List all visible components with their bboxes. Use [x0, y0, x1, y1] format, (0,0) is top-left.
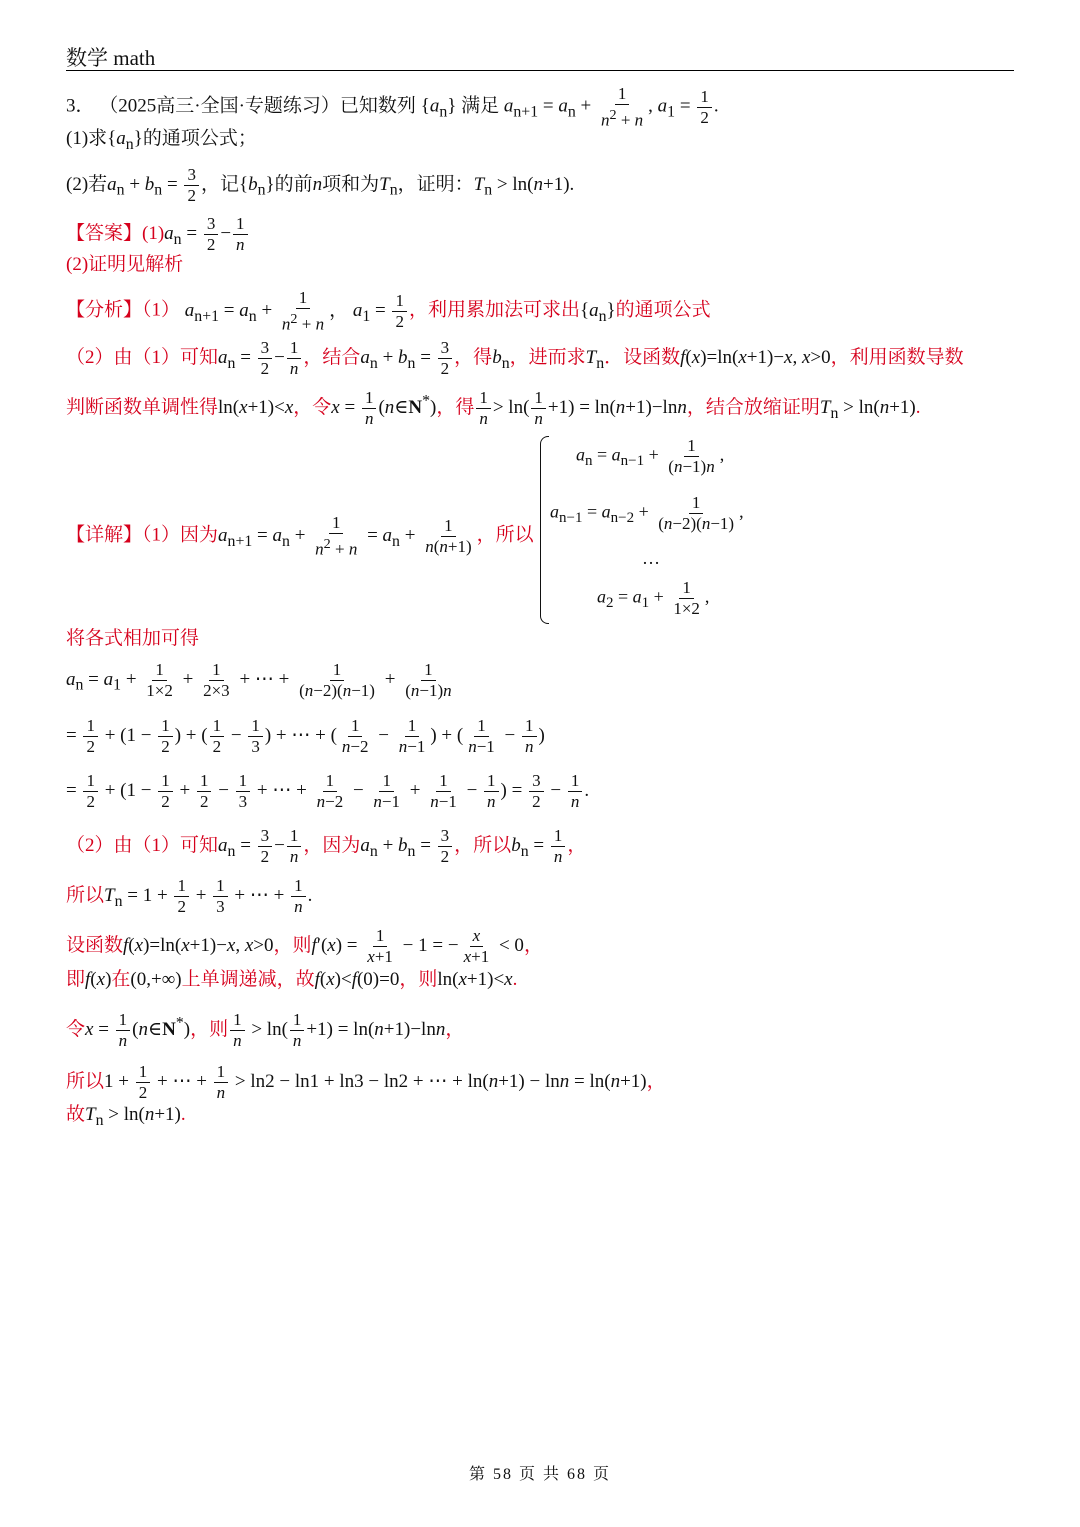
- tn-line: 所以$T_n = 1$ + $\frac{1}{2}$ + $\frac{1}{3}$ + ⋯ + $\frac{1}{n}$ .: [66, 876, 313, 916]
- system-ellipsis: …: [642, 548, 660, 568]
- detail-part2-line: （2）由（1）可知$a_n$ = $\frac{3}{2}$ − $\frac{1}{n}$ ，因为$a_n + b_n$ = $\frac{3}{2}$ ，所以$b_n$ = $\frac{1}{n}$ ，: [66, 826, 587, 866]
- analysis-line-2: （2）由（1）可知$a_n$ = $\frac{3}{2}$ − $\frac{1}{n}$ ，结合$a_n + b_n$ = $\frac{3}{2}$ ，得$b_n$，进而求$T_n$．设函数f(x)=ln(x+1)−x, x>0，利用函数导数: [66, 338, 964, 378]
- analysis-s1-text: ，利用累加法可求出: [408, 299, 580, 321]
- analysis-line-3: 判断函数单调性得ln(x+1)<x，令x = $\frac{1}{n}$ (n∈N*)，得 $\frac{1}{n}$ > ln( $\frac{1}{n}$ +1) = ln(n+1)−lnn，结合放缩证明$T_n > \ln(n+1)$.: [66, 388, 921, 428]
- answer-line-2: (2)证明见解析: [66, 254, 184, 275]
- analysis-s1-end: 的通项公式: [615, 299, 711, 321]
- sum-eq-3: = $\frac{1}{2}$ + (1 − $\frac{1}{2}$ + $\frac{1}{2}$ − $\frac{1}{3}$ + ⋯ + $\frac{1}{n-2}$ − $\frac{1}{n-1}$ + $\frac{1}{n-1}$ − $\frac{1}{n}$ ) = $\frac{3}{2}$ − $\frac{1}{n}$ .: [66, 771, 590, 811]
- header-rule: [66, 70, 1014, 71]
- function-label: 设函数: [66, 934, 124, 956]
- answer-p1-prefix: (1): [142, 222, 165, 244]
- mono-c: 上单调递减，故: [181, 969, 315, 990]
- analysis-s2-c: ，得: [454, 346, 493, 368]
- detail-line-1: 【详解】（1）因为$a_{n+1} = a_n$ + $\frac{1}{n^2 + n}$ = $a_n$ + $\frac{1}{n(n+1)}$ ，所以: [66, 513, 534, 559]
- detail-s1-b: ，所以: [476, 524, 534, 546]
- page-footer: 第 58 页 共 68 页: [468, 1466, 611, 1483]
- detail-label: 【详解】: [66, 524, 143, 546]
- mono-a: 即: [66, 969, 86, 990]
- problem-stem: 已知数列: [339, 95, 416, 117]
- part2-text-e: ，证明：: [397, 173, 474, 195]
- detail-p2-b: ，因为: [303, 834, 361, 856]
- problem-part-1: (1)求$\{a_n\}$的通项公式；: [66, 128, 257, 153]
- system-brace: [540, 436, 549, 624]
- function-line: 设函数f(x)=ln(x+1)−x, x>0，则f′(x) = $\frac{1}{x+1}$ − 1 = − $\frac{x}{x+1}$ < 0，: [66, 926, 543, 966]
- problem-number: 3．: [66, 95, 95, 117]
- final-a: 故: [66, 1104, 86, 1125]
- sum-eq-1: $a_n = a_1$ + $\frac{1}{1\times 2}$ + $\frac{1}{2\times 3}$ + ⋯ + $\frac{1}{(n-2)(n-1)}$ + $\frac{1}{(n-1)n}$: [66, 660, 452, 700]
- analysis-s2-b: ，结合: [303, 346, 361, 368]
- let-a: 令: [66, 1018, 86, 1040]
- problem-source: （2025高三·全国·专题练习）: [99, 95, 340, 117]
- final-line: 故$T_n > \ln(n+1)$.: [66, 1104, 186, 1129]
- system-eq-1: $a_n = a_{n-1}$ + $\frac{1}{(n-1)n}$ ,: [576, 436, 725, 476]
- tn-label: 所以: [66, 884, 105, 906]
- analysis-s3-d: ，结合放缩证明: [686, 396, 820, 418]
- part1-label: (1)求: [66, 128, 108, 149]
- system-eq-3: $a_2 = a_1$ + $\frac{1}{1\times 2}$ ,: [597, 578, 710, 618]
- problem-line-1: 3． （2025高三·全国·专题练习）已知数列 $\{a_n\}$ 满足 $a_{n+1} = a_n$ + $\frac{1}{n^2 + n}$ , $a_1$ = $\frac{1}{2}$ .: [66, 84, 719, 130]
- answer-label: 【答案】: [66, 222, 143, 244]
- part2-text-b: ，记: [200, 173, 239, 195]
- monotonic-line: 即f(x)在(0,+∞)上单调递减，故f(x)<f(0)=0，则ln(x+1)<x.: [66, 969, 518, 990]
- analysis-s2-f: ，利用函数导数: [830, 346, 964, 368]
- mono-b: 在: [111, 969, 131, 990]
- sum-eq-2: = $\frac{1}{2}$ + (1 − $\frac{1}{2}$ ) + ( $\frac{1}{2}$ − $\frac{1}{3}$ ) + ⋯ + ( $\frac{1}{n-2}$ − $\frac{1}{n-1}$ ) + ( $\frac{1}{n-1}$ − $\frac{1}{n}$ ): [66, 716, 545, 756]
- so-a: 所以: [66, 1070, 105, 1092]
- part1-text: 的通项公式；: [142, 128, 257, 149]
- detail-p2-c: ，所以: [454, 834, 512, 856]
- function-then: ，则: [273, 934, 312, 956]
- mono-d: ，则: [399, 969, 438, 990]
- detail-p2-a: （2）由（1）可知: [66, 834, 219, 856]
- sum-text: 将各式相加可得: [66, 628, 200, 649]
- part2-text-c: 的前: [274, 173, 313, 195]
- part2-label: (2)若: [66, 173, 108, 195]
- analysis-s2-e: ．设函数: [604, 346, 681, 368]
- let-line: 令x = $\frac{1}{n}$ (n∈N*)，则 $\frac{1}{n}$ > ln( $\frac{1}{n}$ +1) = ln(n+1)−lnn，: [66, 1010, 465, 1050]
- analysis-s1: （1）: [142, 299, 181, 321]
- problem-part-2: (2)若$a_n + b_n$ = $\frac{3}{2}$ ，记$\{b_n\}$的前n项和为$T_n$，证明：$T_n > \ln(n+1)$.: [66, 165, 575, 205]
- problem-stem-b: 满足: [461, 95, 500, 117]
- analysis-label: 【分析】: [66, 299, 143, 321]
- part2-text-d: 项和为: [322, 173, 380, 195]
- detail-s1: （1）因为: [142, 524, 219, 546]
- analysis-line-1: 【分析】（1） $a_{n+1} = a_n$ + $\frac{1}{n^2 + n}$ ， $a_1$ = $\frac{1}{2}$ ，利用累加法可求出$\{a_n\}$的通项公式: [66, 288, 711, 334]
- so-line: 所以1 + $\frac{1}{2}$ + ⋯ + $\frac{1}{n}$ > ln2 − ln1 + ln3 − ln2 + ⋯ + ln(n+1) − lnn = ln(n+1)，: [66, 1062, 666, 1102]
- analysis-s2-d: ，进而求: [509, 346, 586, 368]
- analysis-s3-b: ，令: [293, 396, 332, 418]
- analysis-s2: （2）由（1）可知: [66, 346, 219, 368]
- analysis-s3: 判断函数单调性得: [66, 396, 219, 418]
- analysis-s3-c: ，得: [436, 396, 475, 418]
- page-header: 数学 math: [66, 46, 156, 70]
- answer-line-1: 【答案】$(1)a_n$ = $\frac{3}{2}$ − $\frac{1}{n}$: [66, 214, 250, 255]
- system-eq-2: $a_{n-1} = a_{n-2}$ + $\frac{1}{(n-2)(n-1)}$ ,: [550, 493, 744, 533]
- let-b: ，则: [190, 1018, 229, 1040]
